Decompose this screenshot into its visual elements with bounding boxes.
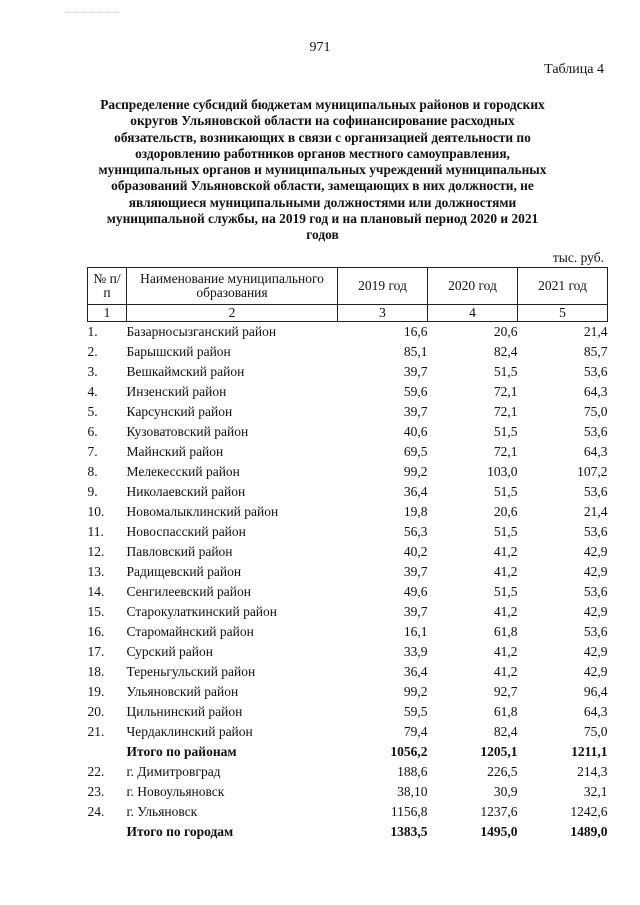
row-number: 14.: [87, 584, 105, 599]
table-row: [88, 502, 608, 522]
value-2019: 59,5: [403, 704, 428, 719]
column-number-4: 4: [428, 305, 518, 322]
value-2020: 1205,1: [480, 744, 518, 759]
row-number: 20.: [87, 704, 105, 719]
municipality-name: Инзенский район: [126, 384, 227, 399]
value-2019: 39,7: [403, 364, 428, 379]
value-2020: 20,6: [493, 324, 518, 339]
table-row: [88, 402, 608, 422]
value-2021: 75,0: [583, 404, 608, 419]
value-2019: 85,1: [403, 344, 428, 359]
row-number: 6.: [87, 424, 98, 439]
table-row: [88, 382, 608, 402]
municipality-name: Старокулаткинский район: [126, 604, 278, 619]
municipality-name: Ульяновский район: [126, 684, 239, 699]
value-2021: 64,3: [583, 444, 608, 459]
table-row: [88, 782, 608, 802]
table-row: [88, 762, 608, 782]
subsidy-table: [87, 267, 608, 842]
value-2021: 75,0: [583, 724, 608, 739]
value-2019: 188,6: [397, 764, 428, 779]
municipality-name: г. Димитровград: [126, 764, 221, 779]
table-row: [88, 342, 608, 362]
value-2019: 19,8: [403, 504, 428, 519]
value-2020: 20,6: [493, 504, 518, 519]
value-2020: 30,9: [493, 784, 518, 799]
row-number: 9.: [87, 484, 98, 499]
municipality-name: г. Ульяновск: [126, 804, 198, 819]
total-row: [88, 822, 608, 842]
table-row: [88, 322, 608, 343]
value-2019: 1056,2: [390, 744, 428, 759]
header-2019: 2019 год: [338, 268, 428, 305]
table-row: [88, 362, 608, 382]
row-number: [88, 742, 127, 762]
column-number-2: 2: [127, 305, 338, 322]
value-2019: 36,4: [403, 484, 428, 499]
value-2019: 39,7: [403, 404, 428, 419]
table-row: [88, 582, 608, 602]
municipality-name: Вешкаймский район: [126, 364, 245, 379]
row-number: 1.: [87, 324, 98, 339]
value-2020: 51,5: [493, 484, 518, 499]
row-number: 17.: [87, 644, 105, 659]
page-number: 971: [309, 40, 331, 55]
value-2019: 49,6: [403, 584, 428, 599]
value-2020: 41,2: [493, 564, 518, 579]
value-2021: 21,4: [583, 324, 608, 339]
value-2020: 1237,6: [480, 804, 518, 819]
row-number: 15.: [87, 604, 105, 619]
value-2021: 64,3: [583, 704, 608, 719]
table-row: [88, 442, 608, 462]
municipality-name: Кузоватовский район: [126, 424, 249, 439]
row-number: 2.: [87, 344, 98, 359]
row-number: 4.: [87, 384, 98, 399]
row-number: 22.: [87, 764, 105, 779]
municipality-name: Карсунский район: [126, 404, 233, 419]
header-name: Наименование муниципального образования: [127, 268, 338, 305]
value-2021: 53,6: [583, 364, 608, 379]
row-number: 23.: [87, 784, 105, 799]
value-2020: 226,5: [487, 764, 518, 779]
value-2021: 53,6: [583, 584, 608, 599]
row-number: 3.: [87, 364, 98, 379]
value-2021: 1242,6: [570, 804, 608, 819]
total-row: [88, 742, 608, 762]
value-2020: 51,5: [493, 424, 518, 439]
value-2019: 79,4: [403, 724, 428, 739]
value-2021: 214,3: [577, 764, 608, 779]
value-2020: 41,2: [493, 604, 518, 619]
column-number-3: 3: [338, 305, 428, 322]
row-number: 16.: [87, 624, 105, 639]
municipality-name: Тереньгульский район: [126, 664, 256, 679]
municipality-name: Итого по районам: [126, 744, 237, 759]
value-2019: 56,3: [403, 524, 428, 539]
value-2019: 38,10: [397, 784, 428, 799]
table-row: [88, 802, 608, 822]
value-2019: 16,1: [403, 624, 428, 639]
value-2021: 42,9: [583, 564, 608, 579]
value-2021: 32,1: [583, 784, 608, 799]
municipality-name: Итого по городам: [126, 824, 234, 839]
value-2021: 96,4: [583, 684, 608, 699]
municipality-name: Новоспасский район: [126, 524, 246, 539]
row-number: 19.: [87, 684, 105, 699]
row-number: 7.: [87, 444, 98, 459]
value-2019: 40,2: [403, 544, 428, 559]
municipality-name: Барышский район: [126, 344, 231, 359]
value-2019: 99,2: [403, 684, 428, 699]
value-2020: 72,1: [493, 444, 518, 459]
municipality-name: Николаевский район: [126, 484, 246, 499]
municipality-name: Майнский район: [126, 444, 224, 459]
municipality-name: г. Новоульяновск: [126, 784, 225, 799]
table-row: [88, 422, 608, 442]
value-2021: 53,6: [583, 424, 608, 439]
value-2021: 53,6: [583, 624, 608, 639]
value-2021: 42,9: [583, 544, 608, 559]
scan-mark: [64, 12, 119, 14]
value-2021: 42,9: [583, 644, 608, 659]
table-row: [88, 682, 608, 702]
value-2019: 99,2: [403, 464, 428, 479]
table-row: [88, 562, 608, 582]
value-2021: 42,9: [583, 664, 608, 679]
row-number: [88, 822, 127, 842]
value-2021: 1489,0: [570, 824, 608, 839]
column-number-1: 1: [88, 305, 127, 322]
value-2020: 72,1: [493, 404, 518, 419]
value-2019: 59,6: [403, 384, 428, 399]
municipality-name: Сурский район: [126, 644, 213, 659]
value-2021: 64,3: [583, 384, 608, 399]
row-number: 10.: [87, 504, 105, 519]
value-2019: 36,4: [403, 664, 428, 679]
value-2021: 42,9: [583, 604, 608, 619]
header-2021: 2021 год: [518, 268, 608, 305]
table-row: [88, 602, 608, 622]
municipality-name: Павловский район: [126, 544, 233, 559]
table-label: Таблица 4: [544, 62, 604, 77]
value-2020: 51,5: [493, 364, 518, 379]
table-row: [88, 662, 608, 682]
table-row: [88, 702, 608, 722]
value-2020: 1495,0: [480, 824, 518, 839]
row-number: 12.: [87, 544, 105, 559]
units-label: тыс. руб.: [552, 250, 604, 265]
value-2020: 92,7: [493, 684, 518, 699]
municipality-name: Базарносызганский район: [126, 324, 277, 339]
value-2020: 82,4: [493, 344, 518, 359]
row-number: 5.: [87, 404, 98, 419]
value-2021: 85,7: [583, 344, 608, 359]
column-number-5: 5: [518, 305, 608, 322]
value-2020: 41,2: [493, 544, 518, 559]
row-number: 24.: [87, 804, 105, 819]
value-2019: 40,6: [403, 424, 428, 439]
municipality-name: Радищевский район: [126, 564, 242, 579]
table-row: [88, 622, 608, 642]
table-row: [88, 642, 608, 662]
value-2019: 16,6: [403, 324, 428, 339]
value-2019: 1383,5: [390, 824, 428, 839]
municipality-name: Цильнинский район: [126, 704, 243, 719]
row-number: 18.: [87, 664, 105, 679]
value-2020: 51,5: [493, 584, 518, 599]
value-2020: 72,1: [493, 384, 518, 399]
value-2021: 21,4: [583, 504, 608, 519]
table-row: [88, 462, 608, 482]
value-2021: 53,6: [583, 484, 608, 499]
row-number: 11.: [87, 524, 104, 539]
value-2020: 61,8: [493, 624, 518, 639]
document-title: Распределение субсидий бюджетам муниципальных районов и городских округов Ульяновской области на софинансирование расходных обязательств, возникающих в связи с организацией деятельности по оздоровлению работников органов местного самоуправления, муниципальных органов и муниципальных учреждений муниципальных образований Ульяновской области, замещающих в них должности, не являющиеся муниципальными должностями или должностями муниципальной службы, на 2019 год и на плановый период 2020 и 2021 годов: [98, 97, 547, 243]
value-2019: 69,5: [403, 444, 428, 459]
header-2020: 2020 год: [428, 268, 518, 305]
table-row: [88, 522, 608, 542]
value-2019: 39,7: [403, 604, 428, 619]
value-2020: 41,2: [493, 644, 518, 659]
municipality-name: Чердаклинский район: [126, 724, 253, 739]
table-row: [88, 542, 608, 562]
municipality-name: Новомалыклинский район: [126, 504, 279, 519]
value-2020: 103,0: [487, 464, 518, 479]
row-number: 13.: [87, 564, 105, 579]
value-2019: 33,9: [403, 644, 428, 659]
value-2019: 1156,8: [390, 804, 428, 819]
municipality-name: Сенгилеевский район: [126, 584, 251, 599]
value-2021: 53,6: [583, 524, 608, 539]
value-2020: 51,5: [493, 524, 518, 539]
header-number: № п/п: [88, 268, 127, 305]
row-number: 8.: [87, 464, 98, 479]
table-row: [88, 722, 608, 742]
value-2021: 1211,1: [571, 744, 608, 759]
value-2021: 107,2: [577, 464, 608, 479]
value-2020: 61,8: [493, 704, 518, 719]
value-2019: 39,7: [403, 564, 428, 579]
value-2020: 41,2: [493, 664, 518, 679]
row-number: 21.: [87, 724, 105, 739]
municipality-name: Старомайнский район: [126, 624, 254, 639]
value-2020: 82,4: [493, 724, 518, 739]
table-row: [88, 482, 608, 502]
municipality-name: Мелекесский район: [126, 464, 240, 479]
